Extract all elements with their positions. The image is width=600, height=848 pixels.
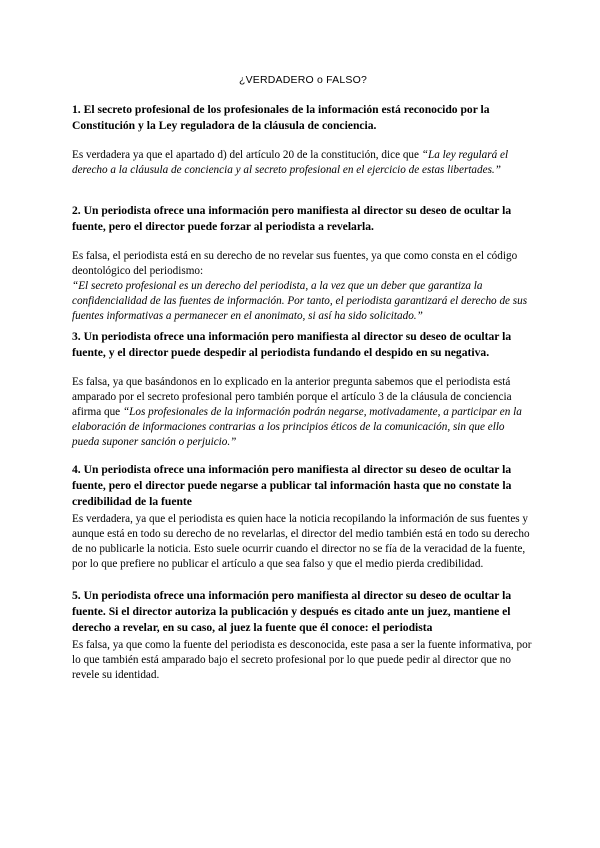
section-3	[72, 329, 534, 450]
section-1	[72, 102, 534, 178]
question-2: 2. Un periodista ofrece una información pero manifiesta al director su deseo de ocultar la fuente, pero el director puede forzar al periodista a revelarla.	[72, 204, 512, 233]
answer-3-quote: “Los profesionales de la información podrán negarse, motivadamente, a participar en la elaboración de informaciones contrarias a los principios éticos de la comunicación, sin que ello pueda suponer sanción o perjuicio.”	[72, 406, 522, 448]
answer-1-quote: “La ley regulará el derecho a la cláusula de conciencia y al secreto profesional en el ejercicio de estas libertades.”	[72, 149, 509, 176]
question-1: 1. El secreto profesional de los profesionales de la información está reconocido por la Constitución y la Ley reguladora de la cláusula de conciencia.	[72, 103, 490, 132]
document-title: ¿VERDADERO o FALSO?	[238, 74, 368, 86]
answer-4: Es verdadera, ya que el periodista es quien hace la noticia recopilando la información de sus fuentes y aunque está en todo su derecho de no revelarlas, el director del medio también está en todo su derecho de no publicarle la noticia. Esto suele ocurrir cuando el director no se fía de la veracidad de la fuente, por lo que prefiere no publicar el artículo a que sea falso y que el medio pierda credibilidad.	[72, 513, 530, 570]
section-4	[72, 462, 534, 572]
answer-5: Es falsa, ya que como la fuente del periodista es desconocida, este pasa a ser la fuente informativa, por lo que también está amparado bajo el secreto profesional por lo que puede pedir al director que no revele su identidad.	[72, 639, 532, 681]
answer-2-quote: “El secreto profesional es un derecho del periodista, a la vez que un deber que garantiza la confidencialidad de las fuentes de información. Por tanto, el periodista garantizará el derecho de sus fuentes informativas a permanecer en el anonimato, si así ha sido solicitado.”	[72, 280, 528, 322]
answer-1	[72, 148, 534, 178]
question-5: 5. Un periodista ofrece una información pero manifiesta al director su deseo de ocultar la fuente. Si el director autoriza la publicación y después es citado ante un juez, mantiene el derecho a revelar, en su caso, al juez la fuente que él conoce: el periodista	[72, 589, 512, 634]
section-2	[72, 203, 534, 324]
answer-3-text: Es falsa, ya que basándonos en lo explicado en la anterior pregunta sabemos que el periodista está amparado por el secreto profesional pero también porque el artículo 3 de la cláusula de conciencia afirma que	[72, 376, 512, 418]
question-3: 3. Un periodista ofrece una información pero manifiesta al director su deseo de ocultar la fuente, y el director puede despedir al periodista fundando el despido en su negativa.	[72, 330, 512, 359]
answer-2: Es falsa, el periodista está en su derecho de no revelar sus fuentes, ya que como consta en el código deontológico del periodismo:	[72, 250, 518, 277]
answer-1-text: Es verdadera ya que el apartado d) del artículo 20 de la constitución, dice que	[72, 149, 422, 161]
question-4: 4. Un periodista ofrece una información pero manifiesta al director su deseo de ocultar la fuente, pero el director puede negarse a publicar tal información hasta que no constate la credibilidad de la fuente	[72, 463, 512, 508]
section-5	[72, 588, 534, 683]
answer-3	[72, 375, 534, 450]
